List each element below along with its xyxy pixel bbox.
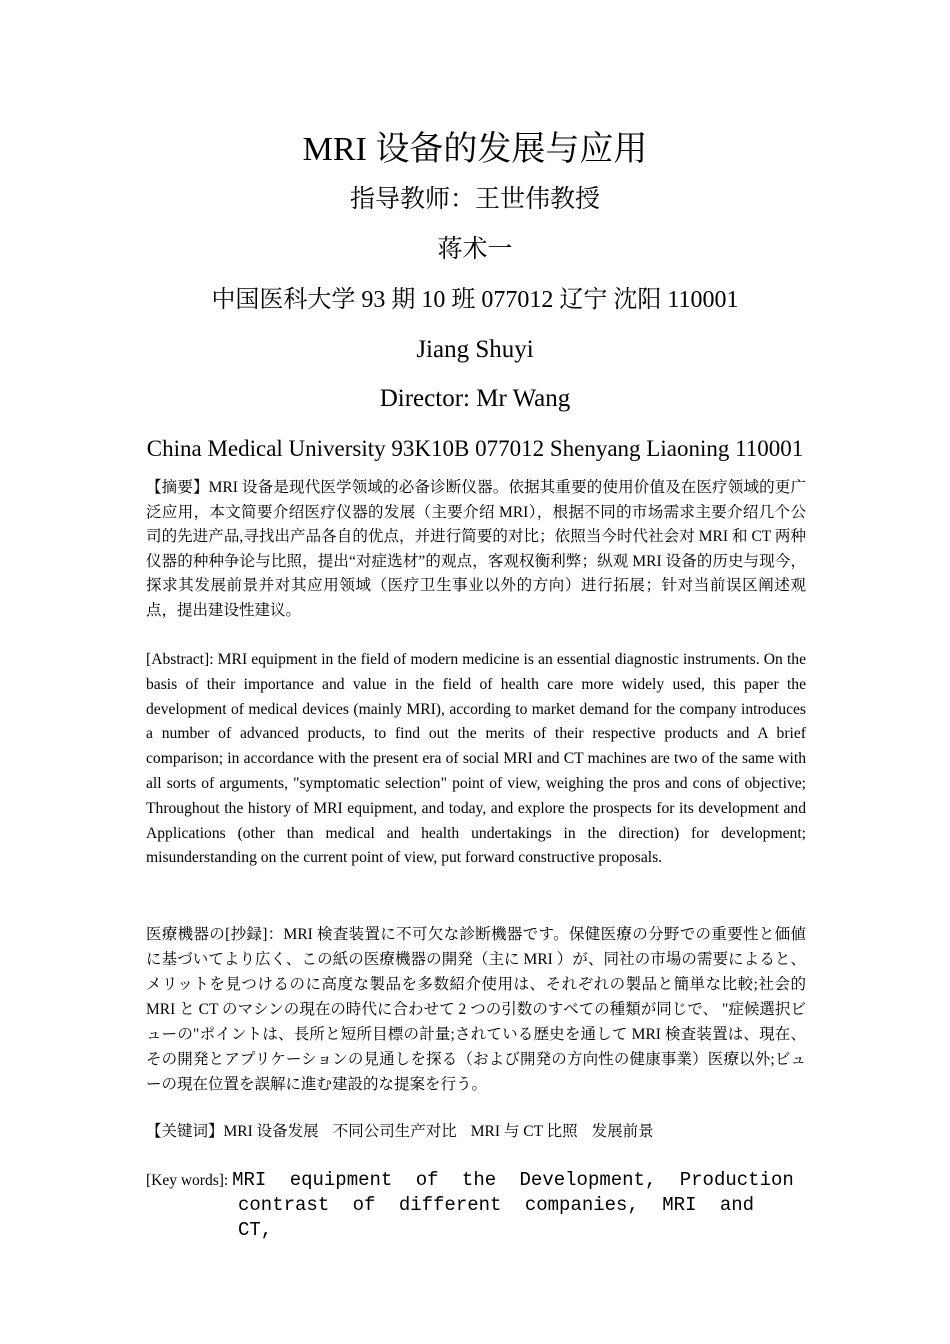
abstract-en: [Abstract]: MRI equipment in the field of modern medicine is an essential diagnostic instruments. On the basis of their importance and value in the field of health care more widely used, this paper the development of medical devices (mainly MRI), according to market demand for the company introduces a number of advanced products, to find out the merits of their respective products and A brief comparison; in accordance with the present era of social MRI and CT machines are two of the same with all sorts of arguments, "symptomatic selection" point of view, weighing the pros and cons of objective; Throughout the history of MRI equipment, and today, and explore the prospects for its development and Applications (other than medical and health undertakings in the direction) for development; misunderstanding on the current point of view, put forward constructive proposals. [146, 651, 806, 867]
keywords-en-line-2: contrast of different companies, MRI and CT, [238, 1194, 755, 1241]
affiliation-en: China Medical University 93K10B 077012 Shenyang Liaoning 110001 [146, 436, 804, 461]
keyword-cn-4: 发展前景 [591, 1123, 654, 1140]
author-en: Jiang Shuyi [416, 336, 534, 363]
author-cn: 蒋术一 [437, 236, 513, 263]
keywords-en-line-1: MRI equipment of the Development, Production [232, 1169, 794, 1191]
keyword-cn-1: MRI 设备发展 [223, 1123, 319, 1140]
keywords-cn [146, 1120, 826, 1144]
abstract-ja: 医療機器の[抄録]：MRI 検査装置に不可欠な診断機器です。保健医療の分野での重要性と価値に基づいてより広く、この紙の医療機器の開発（主に MRI ）が、同社の市場の需要によると、メリットを見つけるのに高度な製品を多数紹介使用は、それぞれの製品と簡単な比較;社会的 MRI と CT のマシンの現在の時代に合わせて 2 つの引数のすべての種類が同じで、 "症候選択ビューの"ポイントは、長所と短所目標の計量;されている歴史を通して MRI 検査装置は、現在、その開発とアプリケーションの見通しを探る（および開発の方向性の健康事業）医療以外;ビューの現在位置を誤解に進む建設的な提案を行う。 [146, 926, 806, 1093]
abstract-cn: 【摘要】MRI 设备是现代医学领域的必备诊断仪器。依据其重要的使用价值及在医疗领域的更广泛应用，本文简要介绍医疗仪器的发展（主要介绍 MRI），根据不同的市场需求主要介绍几个公司的先进产品,寻找出产品各自的优点，并进行简要的对比；依照当今时代社会对 MRI 和 CT 两种仪器的种种争论与比照，提出“对症选材”的观点，客观权衡利弊；纵观 MRI 设备的历史与现今，探求其发展前景并对其应用领域（医疗卫生事业以外的方向）进行拓展；针对当前误区阐述观点，提出建设性建议。 [146, 479, 806, 619]
keyword-cn-2: 不同公司生产对比 [332, 1123, 457, 1140]
keywords-en [146, 1168, 806, 1243]
keywords-en-label: [Key words]: [146, 1172, 229, 1189]
director-en: Director: Mr Wang [379, 385, 571, 412]
keywords-cn-label: 【关键词】 [146, 1123, 224, 1140]
paper-title: MRI 设备的发展与应用 [302, 131, 648, 168]
affiliation-cn: 中国医科大学 93 期 10 班 077012 辽宁 沈阳 110001 [211, 287, 739, 313]
keyword-cn-3: MRI 与 CT 比照 [470, 1123, 578, 1140]
advisor-cn: 指导教师：王世伟教授 [349, 186, 600, 213]
